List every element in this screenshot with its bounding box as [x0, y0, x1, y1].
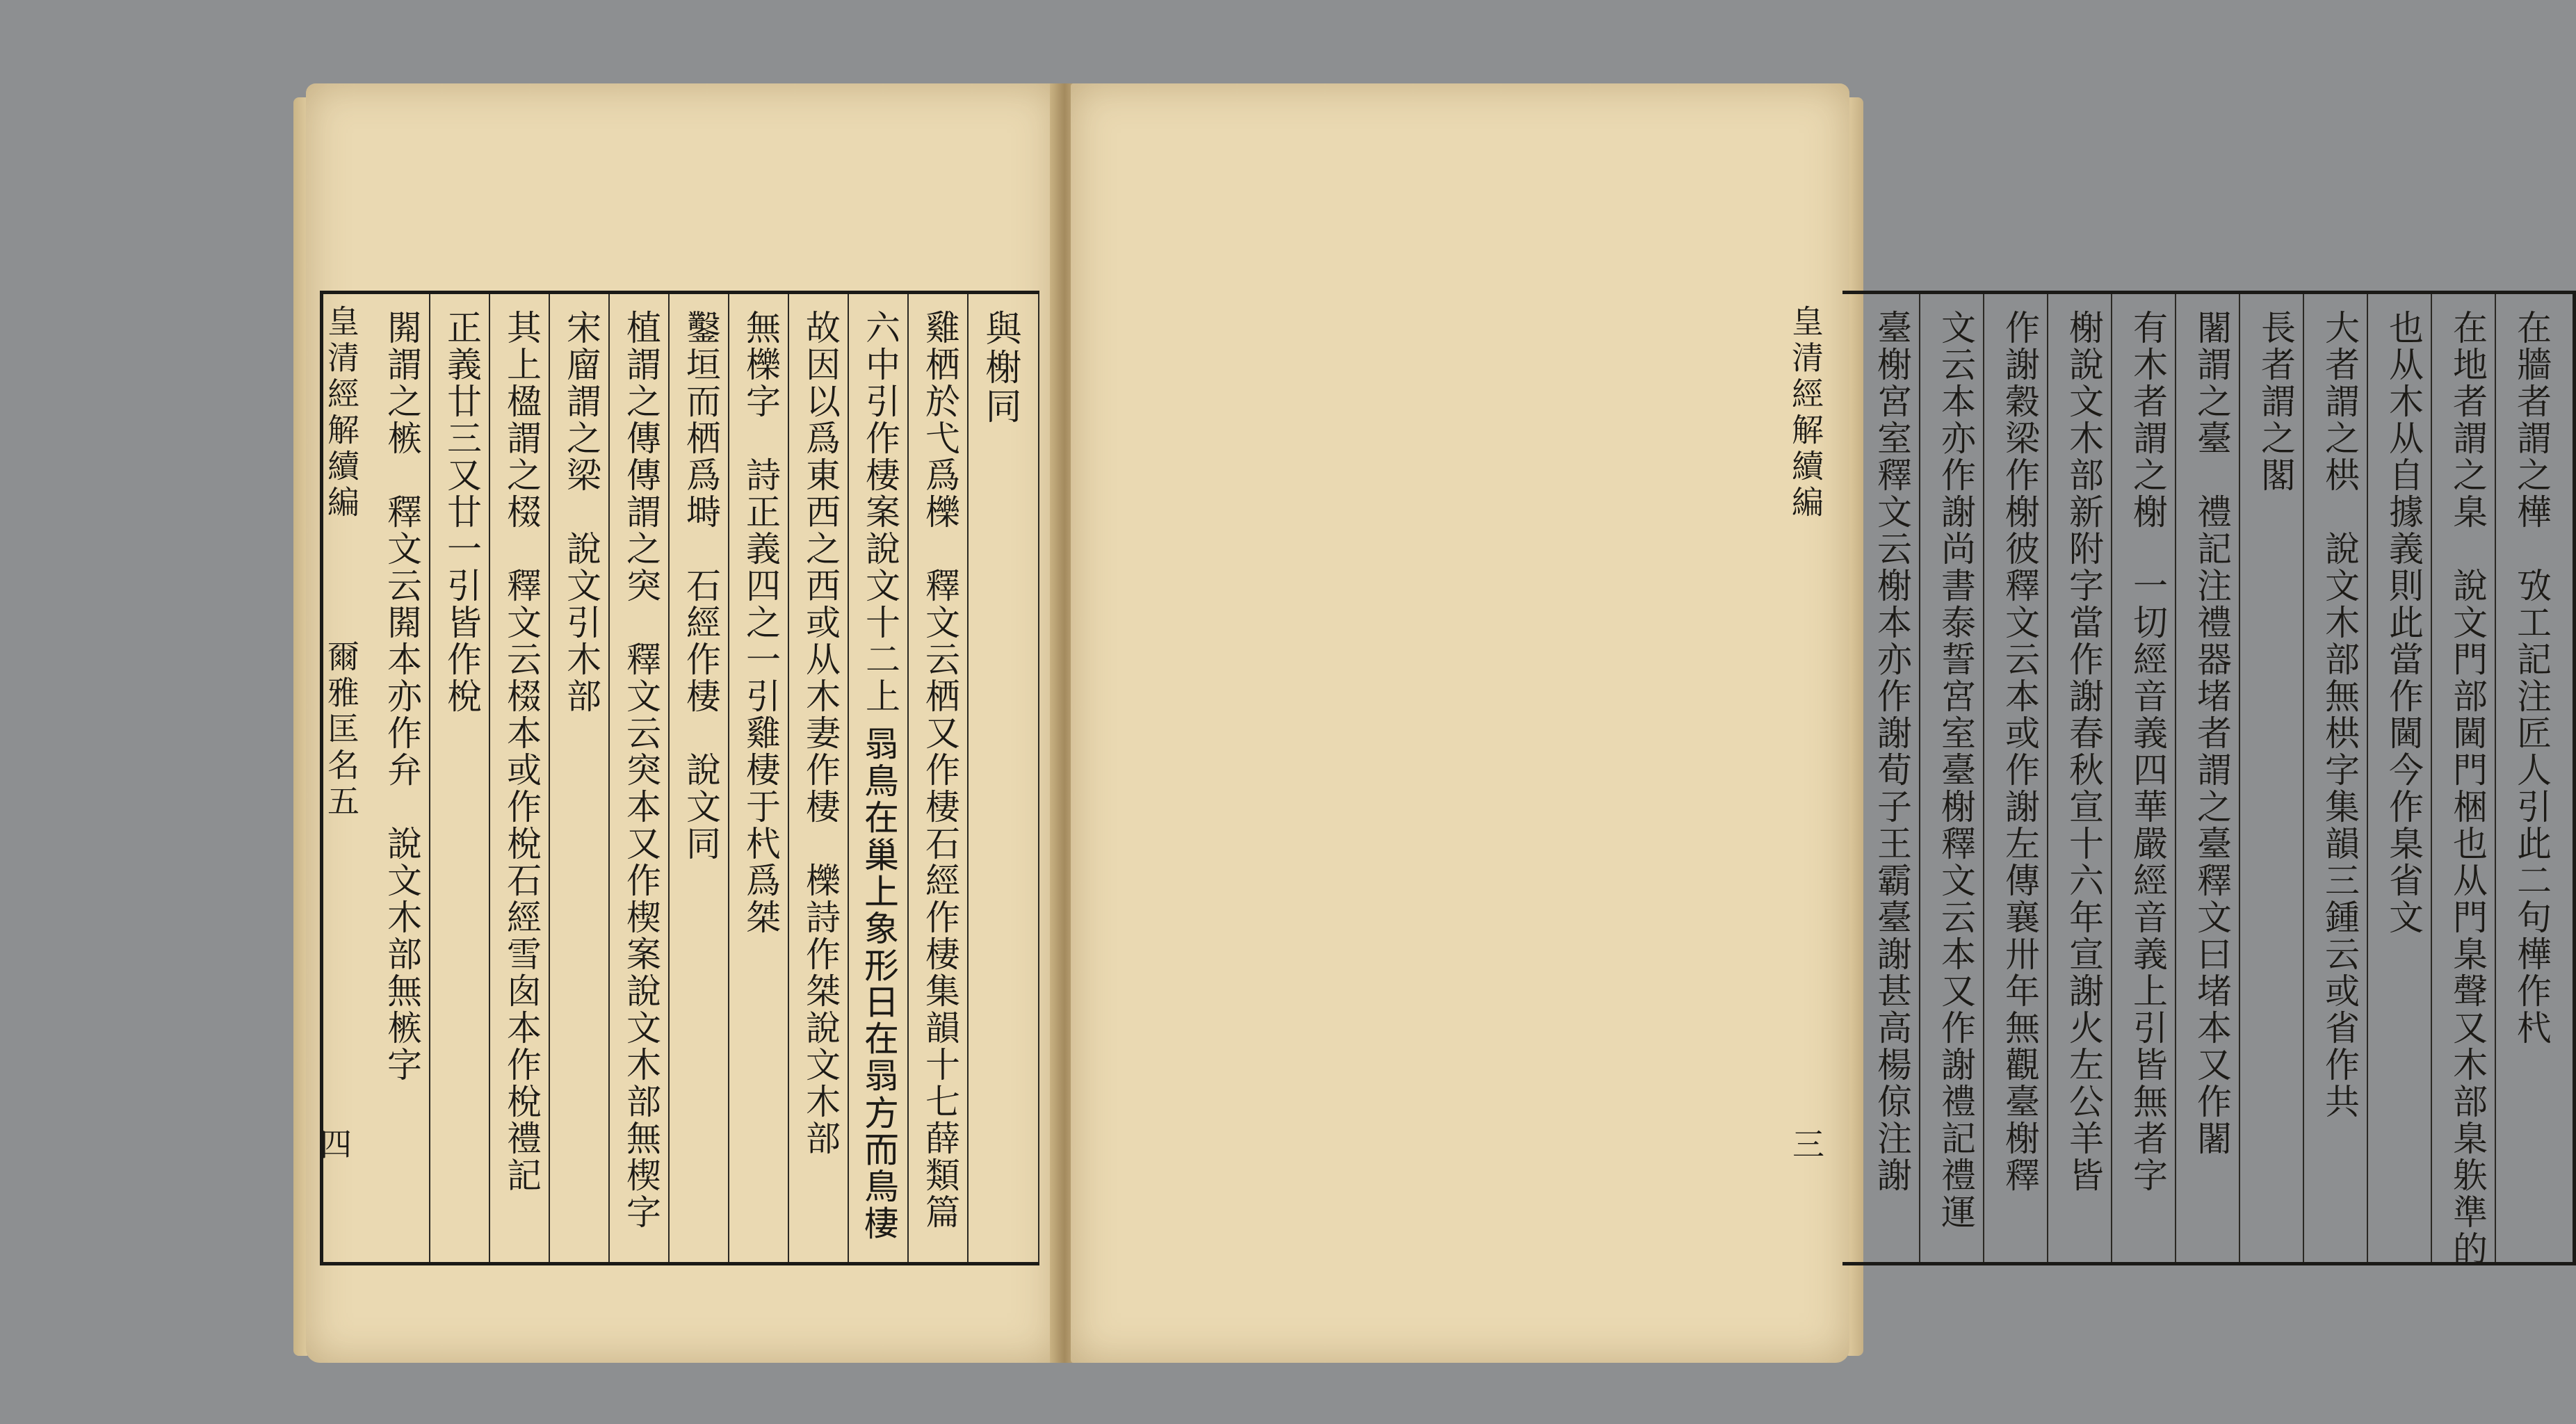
column-rule: [2047, 294, 2048, 1262]
column-rule: [2175, 294, 2176, 1262]
column-rule: [848, 294, 849, 1262]
text-column: 鑿垣而栖爲塒 石經作棲 說文同: [681, 309, 721, 862]
text-column: 雞栖於弋爲櫟 釋文云栖又作棲石經作棲集韻十七薛類篇: [920, 309, 960, 1231]
text-column: 也从木从自據義則此當作閫今作臬省文: [2383, 309, 2424, 936]
text-column: 故因以爲東西之西或从木妻作棲 櫟詩作桀說文木部: [800, 309, 841, 1157]
text-column: 榭說文木部新附字當作謝春秋宣十六年宣謝火左公羊皆: [2064, 309, 2104, 1194]
text-column: 六中引作棲案說文十二上 𦐇鳥在巢上象形日在𦐇方而鳥棲: [860, 309, 900, 1244]
text-column: 其上楹謂之棳 釋文云棳本或作梲石經雪囱本作梲禮記: [501, 309, 542, 1194]
column-rule: [668, 294, 670, 1262]
left-page: [306, 83, 1057, 1363]
text-column: 大者謂之栱 說文木部無栱字集韻三鍾云或省作共: [2319, 309, 2360, 1120]
right-page-number: 三: [1792, 1126, 1824, 1163]
column-rule: [2431, 294, 2432, 1262]
left-margin-title: 皇清經解續編: [323, 305, 360, 521]
right-margin-title: 皇清經解續編: [1787, 305, 1824, 521]
text-column: 長者謂之閣: [2255, 309, 2296, 494]
column-rule: [1983, 294, 1984, 1262]
column-rule: [429, 294, 430, 1262]
text-column: 植謂之傳傳謂之突 釋文云突本又作楔案說文木部無楔字: [621, 309, 661, 1231]
column-rule: [549, 294, 550, 1262]
column-rule: [2303, 294, 2304, 1262]
text-column: 文云本亦作謝尚書泰誓宮室臺榭釋文云本又作謝禮記禮運: [1936, 309, 1976, 1231]
left-section-title: 爾雅匡名五: [323, 640, 360, 820]
column-rule: [967, 294, 969, 1262]
text-column: 有木者謂之榭 一切經音義四華嚴經音義上引皆無者字: [2128, 309, 2168, 1194]
column-rule: [2239, 294, 2240, 1262]
column-rule: [1919, 294, 1920, 1262]
column-rule: [2111, 294, 2112, 1262]
column-rule: [608, 294, 610, 1262]
left-text-frame: [320, 291, 1039, 1265]
column-rule: [2495, 294, 2496, 1262]
text-column: 臺榭宮室釋文云榭本亦作謝荀子王霸臺謝甚高楊倞注謝: [1872, 309, 1912, 1194]
text-column: 在地者謂之臬 說文門部閫門梱也从門臬聲又木部臬䠶準的: [2447, 309, 2488, 1268]
open-book: [306, 83, 2552, 1363]
right-text-frame: [1842, 291, 2576, 1268]
column-rule: [788, 294, 789, 1262]
left-page-number: 四: [320, 1126, 352, 1163]
right-page: [1071, 83, 2552, 1363]
column-rule: [489, 294, 490, 1262]
text-column: 無櫟字 詩正義四之一引雞棲于杙爲桀: [740, 309, 781, 936]
column-rule: [2367, 294, 2368, 1262]
text-column: 閞謂之槉 釋文云閞本亦作弁 說文木部無槉字: [382, 309, 422, 1083]
column-rule: [728, 294, 729, 1262]
text-column: 與榭同: [979, 309, 1021, 426]
text-column: 作謝穀梁作榭彼釋文云本或作謝左傳襄卅年無觀臺榭釋: [2000, 309, 2040, 1194]
text-column: 在牆者謂之樺 攷工記注匠人引此二句樺作杙: [2511, 309, 2552, 1046]
text-column: 宋廇謂之梁 說文引木部: [561, 309, 601, 715]
column-rule: [907, 294, 909, 1262]
text-column: 正義廿三又廿一引皆作梲: [442, 309, 482, 715]
text-column: 闍謂之臺 禮記注禮器堵者謂之臺釋文曰堵本又作闍: [2192, 309, 2232, 1157]
